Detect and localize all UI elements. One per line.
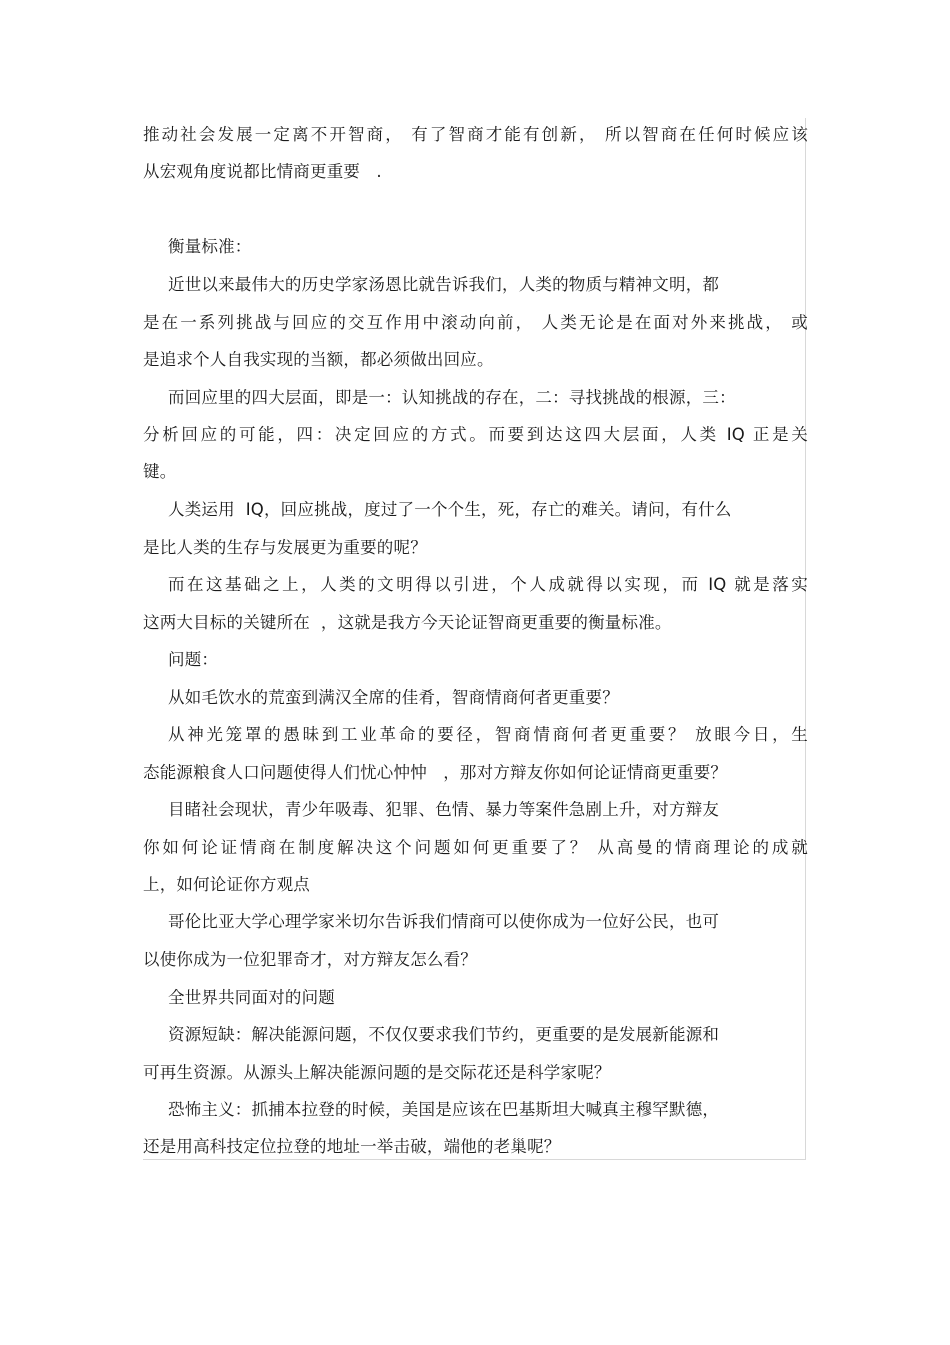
- text-line: 你如何论证情商在制度解决这个问题如何更重要了？ 从高曼的情商理论的成就: [143, 838, 808, 857]
- section-heading: 问题：: [168, 650, 219, 669]
- text-line: 近世以来最伟大的历史学家汤恩比就告诉我们，人类的物质与精神文明，都: [168, 275, 720, 294]
- text-line: 是追求个人自我实现的当额，都必须做出回应。: [143, 350, 494, 369]
- text-line: 而回应里的四大层面，即是一：认知挑战的存在，二：寻找挑战的根源，三：: [168, 388, 736, 407]
- text-line: 推动社会发展一定离不开智商， 有了智商才能有创新， 所以智商在任何时候应该: [143, 125, 808, 144]
- text-line: 可再生资源。从源头上解决能源问题的是交际花还是科学家呢？: [143, 1063, 611, 1082]
- text-line: 目睹社会现状，青少年吸毒、犯罪、色情、暴力等案件急剧上升，对方辩友: [168, 800, 720, 819]
- text-line: 从神光笼罩的愚昧到工业革命的要径，智商情商何者更重要？ 放眼今日，生: [168, 725, 808, 744]
- text-line: 是在一系列挑战与回应的交互作用中滚动向前， 人类无论是在面对外来挑战， 或: [143, 313, 808, 332]
- text-line: 态能源粮食人口问题使得人们忧心忡忡 ，那对方辩友你如何论证情商更重要？: [143, 763, 728, 782]
- section-heading: 衡量标准：: [168, 237, 252, 256]
- text-line: 恐怖主义：抓捕本拉登的时候，美国是应该在巴基斯坦大喊真主穆罕默德，: [168, 1100, 720, 1119]
- text-line: 还是用高科技定位拉登的地址一举击破，端他的老巢呢？: [143, 1137, 561, 1156]
- text-line: 键。: [143, 462, 177, 481]
- text-line: 人类运用 IQ，回应挑战，度过了一个个生，死，存亡的难关。请问，有什么: [168, 500, 732, 519]
- text-line: 上，如何论证你方观点: [143, 875, 310, 894]
- text-line: 从如毛饮水的荒蛮到满汉全席的佳肴，智商情商何者更重要？: [168, 688, 619, 707]
- text-line: 从宏观角度说都比情商更重要 .: [143, 162, 382, 181]
- section-heading: 全世界共同面对的问题: [168, 988, 335, 1007]
- text-line: 资源短缺：解决能源问题，不仅仅要求我们节约，更重要的是发展新能源和: [168, 1025, 720, 1044]
- text-line: 是比人类的生存与发展更为重要的呢？: [143, 538, 427, 557]
- text-line: 以使你成为一位犯罪奇才，对方辩友怎么看？: [143, 950, 477, 969]
- text-line: 哥伦比亚大学心理学家米切尔告诉我们情商可以使你成为一位好公民，也可: [168, 912, 720, 931]
- text-line: 而在这基础之上，人类的文明得以引进，个人成就得以实现，而 IQ 就是落实: [168, 575, 808, 594]
- text-line: 分析回应的可能，四：决定回应的方式。而要到达这四大层面，人类 IQ 正是关: [143, 425, 808, 444]
- text-line: 这两大目标的关键所在 ，这就是我方今天论证智商更重要的衡量标准。: [143, 613, 672, 632]
